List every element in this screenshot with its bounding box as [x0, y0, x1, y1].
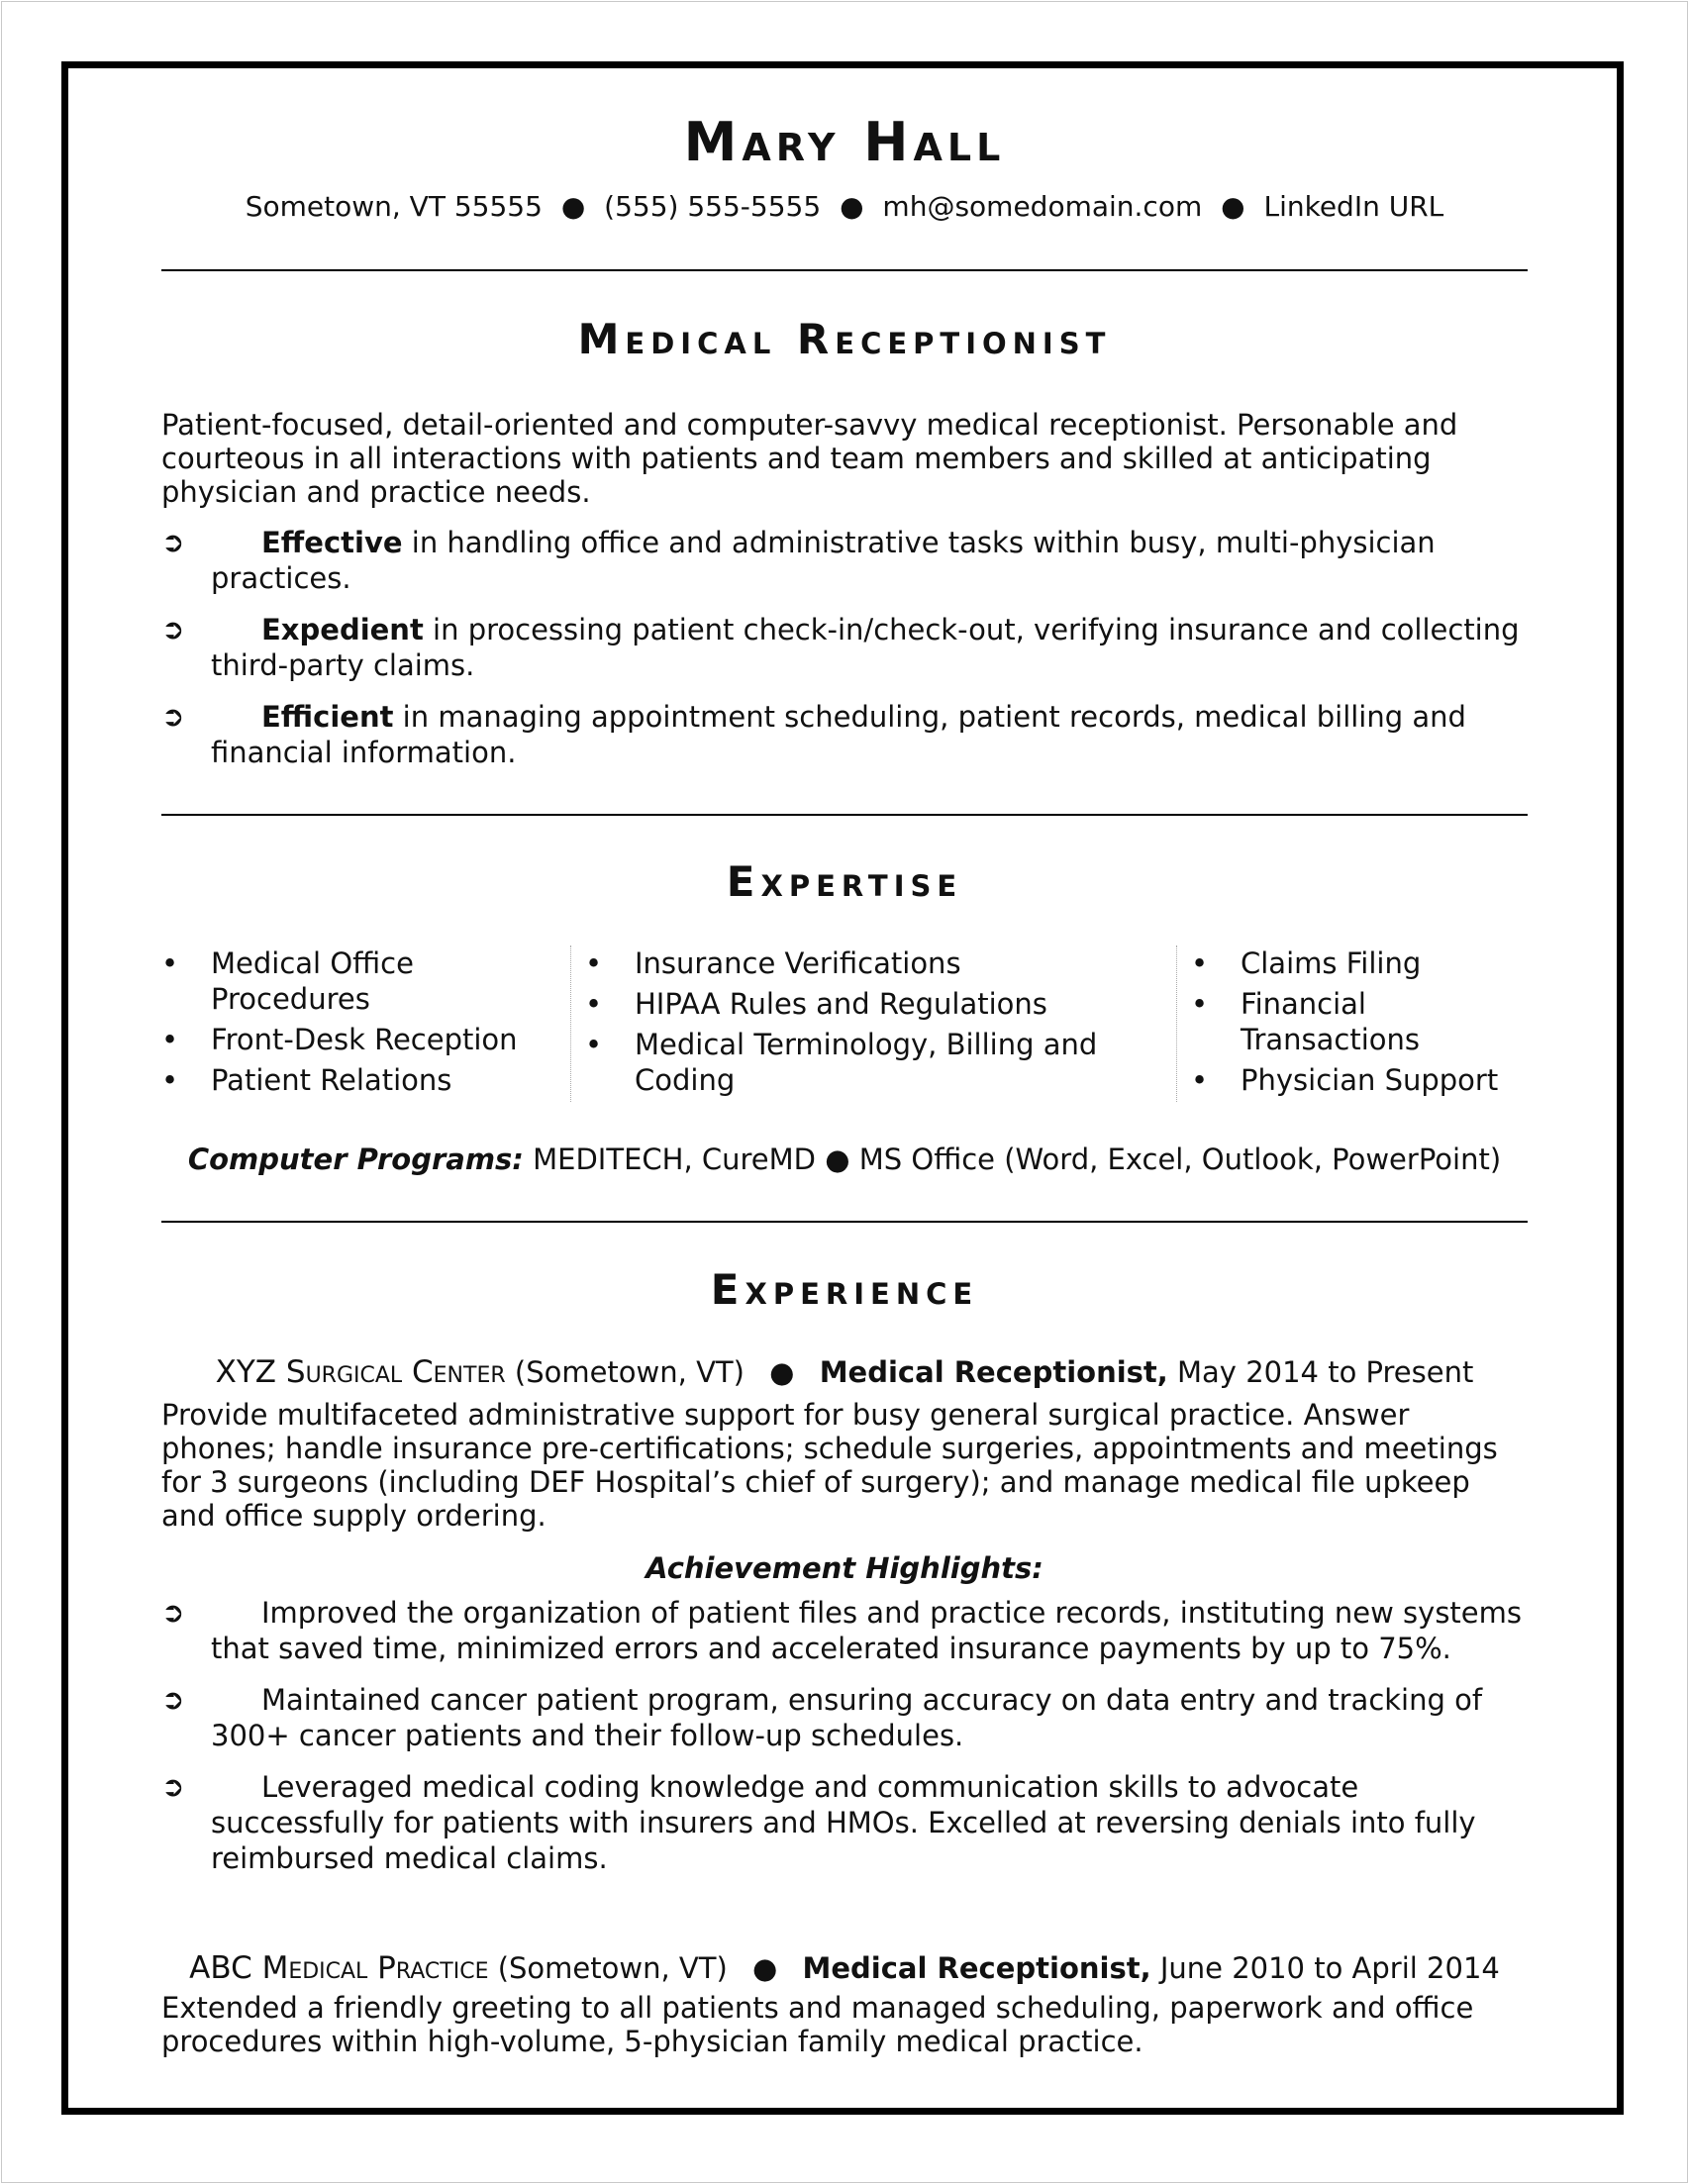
strength-item [161, 525, 1528, 596]
expertise-item: • Physician Support [1191, 1063, 1499, 1097]
strength-text: in managing appointment scheduling, patient records, medical billing and financial information. [211, 700, 1466, 769]
bullet-icon: • [1191, 946, 1209, 980]
strength-keyword: Effective [261, 526, 403, 559]
bullet-icon: • [585, 987, 603, 1021]
expertise-heading: Expertise [726, 857, 963, 906]
expertise-column-3 [1191, 945, 1528, 1103]
arrow-bullet-icon: ➲ [161, 1596, 185, 1629]
bullet-icon: • [161, 946, 179, 980]
expertise-item: • Claims Filing [1191, 946, 1422, 980]
arrow-bullet-icon: ➲ [161, 1683, 185, 1716]
contact-email: mh@somedomain.com [882, 190, 1203, 223]
separator-dot: ● [751, 1951, 778, 1985]
bullet-icon: • [585, 946, 603, 980]
column-divider [1176, 945, 1177, 1102]
achievement-item: ➲ Maintained cancer patient program, ensuring accuracy on data entry and tracking of 300+ cancer patients and their follow-up schedules. [161, 1683, 1483, 1752]
strengths-list [161, 525, 1528, 786]
separator-dot: ● [769, 1355, 795, 1389]
job-description: Provide multifaceted administrative support for busy general surgical practice. Answer phones; handle insurance pre-certifications; schedule surgeries, appointments and meetings for 3 surgeons (including DEF Hospital’s chief of surgery); and manage medical file upkeep and office supply ordering. [161, 1398, 1498, 1533]
job-description: Extended a friendly greeting to all patients and managed scheduling, paperwork and office procedures within high-volume, 5-physician family medical practice. [161, 1991, 1474, 2058]
section-divider [161, 814, 1528, 816]
contact-phone: (555) 555-5555 [604, 190, 822, 223]
job-header [161, 1354, 1528, 1390]
contact-line [161, 190, 1528, 223]
contact-separator: ● [840, 190, 864, 223]
job-title-heading: Medical Receptionist [577, 315, 1112, 363]
company-name: XYZ Surgical Center [215, 1354, 506, 1390]
contact-separator: ● [1221, 190, 1245, 223]
strength-text: in processing patient check-in/check-out, verifying insurance and collecting third-party claims. [211, 613, 1520, 682]
strength-keyword: Expedient [261, 613, 424, 646]
arrow-bullet-icon: ➲ [161, 526, 185, 558]
resume-name: Mary Hall [683, 111, 1006, 173]
column-divider [570, 945, 571, 1102]
achievements-heading: Achievement Highlights: [646, 1551, 1043, 1585]
expertise-item: • Medical Office Procedures [161, 946, 414, 1016]
company-location: (Sometown, VT) [514, 1355, 745, 1389]
expertise-item: • Insurance Verifications [585, 946, 961, 980]
achievement-item: ➲ Improved the organization of patient files and practice records, instituting new systems that saved time, minimized errors and accelerated insurance payments by up to 75%. [161, 1596, 1522, 1665]
job-role: Medical Receptionist, [819, 1355, 1168, 1389]
expertise-column-2 [585, 945, 1140, 1103]
section-divider [161, 269, 1528, 271]
bullet-icon: • [161, 1023, 179, 1056]
bullet-icon: • [1191, 1063, 1209, 1097]
expertise-item: • Front-Desk Reception [161, 1023, 518, 1056]
expertise-item: • Patient Relations [161, 1063, 452, 1097]
strength-keyword: Efficient [261, 700, 394, 734]
bullet-icon: • [585, 1028, 603, 1061]
expertise-item: • Financial Transactions [1191, 987, 1421, 1056]
contact-linkedin: LinkedIn URL [1263, 190, 1444, 223]
computer-programs-text: MEDITECH, CureMD ● MS Office (Word, Excel, Outlook, PowerPoint) [533, 1142, 1502, 1176]
experience-heading: Experience [710, 1265, 979, 1314]
strength-item [161, 699, 1528, 770]
expertise-columns [161, 945, 1528, 1104]
expertise-item: • Medical Terminology, Billing and Coding [585, 1028, 1098, 1097]
achievement-item: ➲ Leveraged medical coding knowledge and communication skills to advocate successfully for patients with insurers and HMOs. Excelled at reversing denials into fully reimbursed medical claims. [161, 1770, 1476, 1875]
job-dates: May 2014 to Present [1177, 1355, 1474, 1389]
bullet-icon: • [1191, 987, 1209, 1021]
arrow-bullet-icon: ➲ [161, 700, 185, 733]
contact-location: Sometown, VT 55555 [245, 190, 543, 223]
achievements-list [161, 1595, 1528, 1892]
job-role: Medical Receptionist, [802, 1951, 1151, 1985]
arrow-bullet-icon: ➲ [161, 1770, 185, 1803]
company-name: ABC Medical Practice [189, 1950, 489, 1986]
computer-programs-line [161, 1142, 1528, 1176]
bullet-icon: • [161, 1063, 179, 1097]
summary-paragraph: Patient-focused, detail-oriented and computer-savvy medical receptionist. Personable and courteous in all interactions with patients and team members and skilled at anticipating physician and practice needs. [161, 408, 1458, 509]
job-dates: June 2010 to April 2014 [1159, 1951, 1500, 1985]
strength-item [161, 612, 1528, 683]
computer-programs-label: Computer Programs: [187, 1142, 524, 1176]
strength-text: in handling office and administrative tasks within busy, multi-physician practices. [211, 526, 1436, 595]
contact-separator: ● [560, 190, 586, 223]
expertise-column-1 [161, 945, 557, 1103]
expertise-item: • HIPAA Rules and Regulations [585, 987, 1047, 1021]
arrow-bullet-icon: ➲ [161, 613, 185, 645]
company-location: (Sometown, VT) [497, 1951, 728, 1985]
job-header [161, 1950, 1528, 1986]
section-divider [161, 1221, 1528, 1223]
